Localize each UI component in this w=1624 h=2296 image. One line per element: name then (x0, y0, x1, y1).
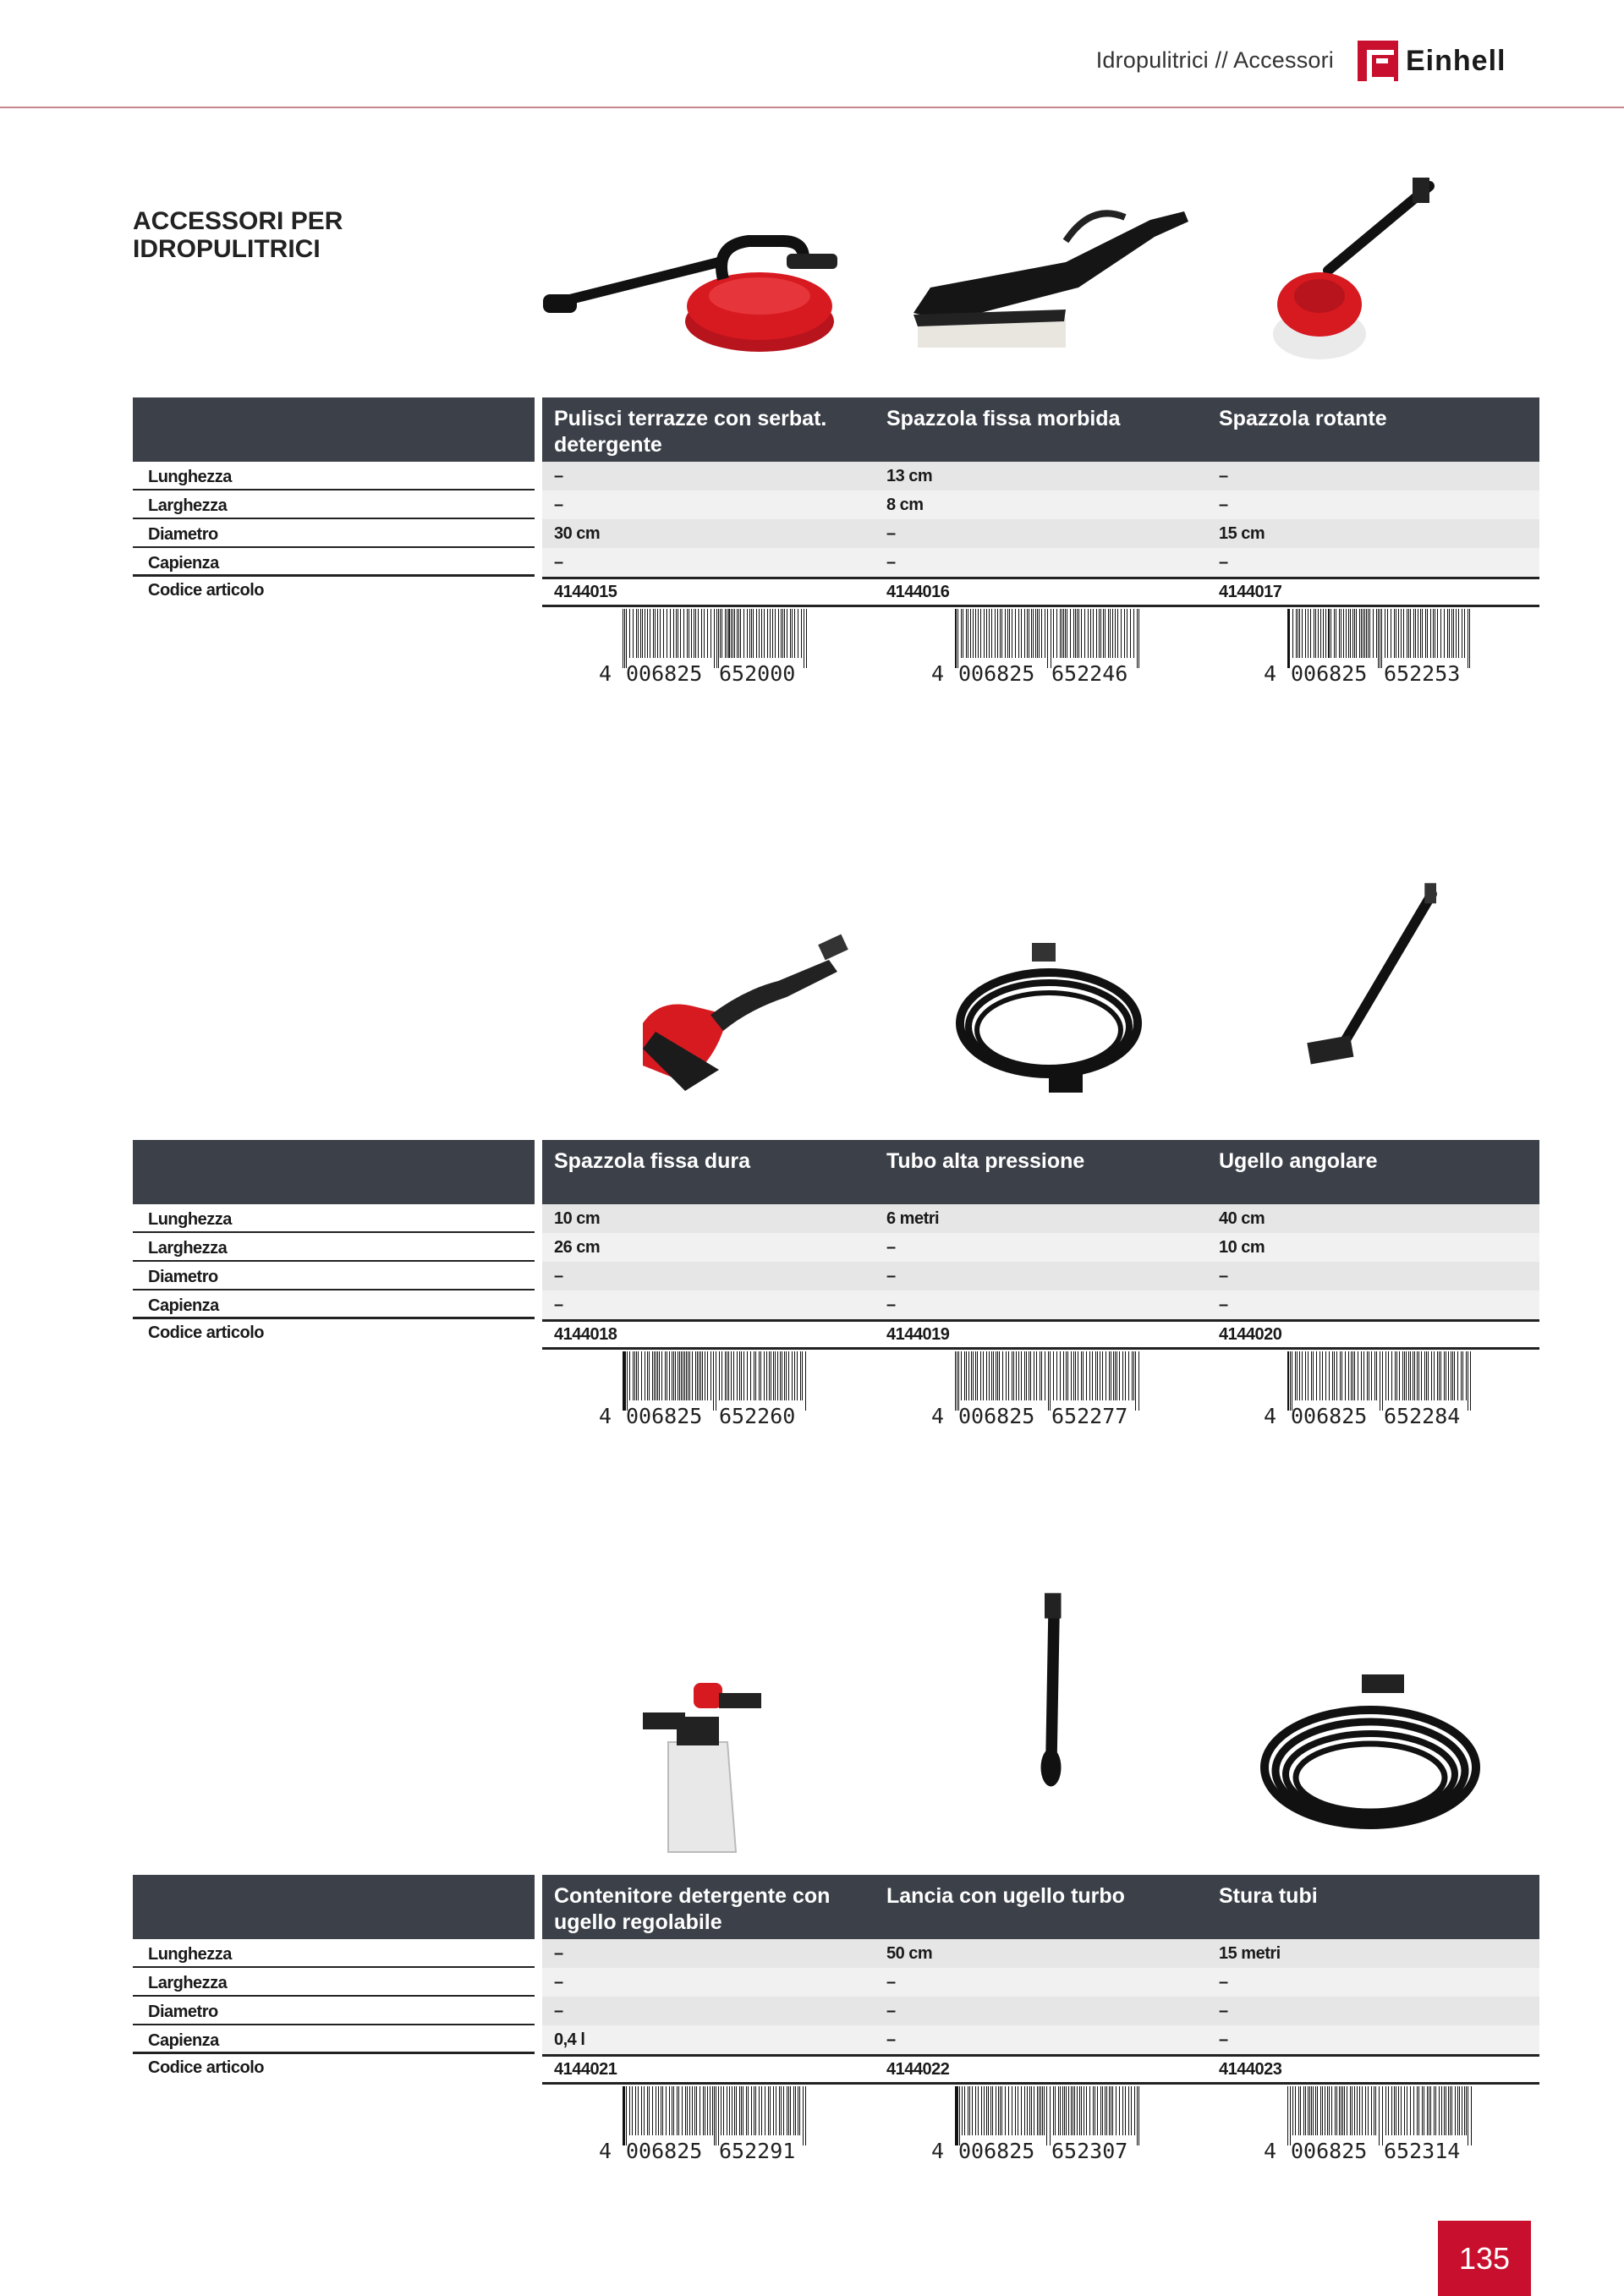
label-diametro: Diametro (133, 1262, 535, 1290)
value-larghezza: – (542, 1968, 875, 1997)
section-title: ACCESSORI PER IDROPULITRICI (133, 207, 343, 263)
product-column (875, 397, 1207, 607)
article-code: 4144020 (1207, 1319, 1539, 1350)
product-name: Tubo alta pressione (875, 1140, 1207, 1204)
ean-left: 006825 (626, 661, 703, 686)
value-lunghezza: 10 cm (542, 1204, 875, 1233)
label-larghezza: Larghezza (133, 1233, 535, 1262)
label-codice-articolo: Codice articolo (148, 1323, 264, 1342)
spec-row-labels (133, 1939, 535, 2083)
article-code: 4144019 (875, 1319, 1207, 1350)
page-number: 135 (1438, 2221, 1531, 2296)
value-lunghezza: 6 metri (875, 1204, 1207, 1233)
barcode (931, 1351, 1151, 1433)
label-larghezza: Larghezza (133, 1968, 535, 1997)
value-diametro: 30 cm (542, 519, 875, 548)
spec-table-corner (133, 1875, 535, 1939)
ean-prefix: 4 (599, 2139, 612, 2163)
spec-row-labels (133, 1204, 535, 1348)
einhell-logo-mark-icon (1358, 41, 1398, 81)
article-code: 4144018 (542, 1319, 875, 1350)
value-lunghezza: – (542, 462, 875, 490)
product-name: Spazzola fissa morbida (875, 397, 1207, 462)
product-column (1207, 1140, 1539, 1350)
ean-prefix: 4 (931, 661, 945, 686)
label-capienza: Capienza (133, 548, 535, 577)
barcode-bars-icon (623, 2086, 809, 2145)
page-header (0, 0, 1624, 108)
product-image-foam-bottle (609, 1658, 930, 1860)
label-codice-articolo: Codice articolo (148, 581, 264, 600)
ean-left: 006825 (958, 2139, 1035, 2163)
product-name: Contenitore detergente con ugello regolabile (542, 1875, 875, 1939)
value-capienza: – (875, 2025, 1207, 2054)
ean-left: 006825 (958, 661, 1035, 686)
product-column (542, 397, 875, 607)
value-capienza: – (1207, 2025, 1539, 2054)
product-column (875, 1140, 1207, 1350)
product-name: Spazzola rotante (1207, 397, 1539, 462)
spec-table-corner (133, 1140, 535, 1204)
spec-table-corner (133, 397, 535, 462)
hard-brush-icon (592, 922, 914, 1125)
barcode-bars-icon (955, 1351, 1141, 1411)
product-image-patio-cleaner (533, 169, 854, 372)
value-capienza: – (1207, 1290, 1539, 1319)
value-diametro: 15 cm (1207, 519, 1539, 548)
ean-right: 652000 (719, 661, 796, 686)
ean-left: 006825 (1291, 661, 1368, 686)
ean-prefix: 4 (1264, 661, 1277, 686)
ean-left: 006825 (626, 1404, 703, 1428)
product-image-pipe-cleaner (1235, 1658, 1556, 1860)
barcode (599, 2086, 819, 2167)
article-code: 4144022 (875, 2054, 1207, 2085)
value-diametro: – (875, 1997, 1207, 2025)
value-lunghezza: 13 cm (875, 462, 1207, 490)
rotating-brush-icon (1235, 161, 1556, 364)
product-image-soft-brush (897, 161, 1218, 364)
barcode (1264, 1351, 1484, 1433)
product-image-hose (897, 922, 1218, 1125)
barcode-bars-icon (623, 609, 809, 668)
ean-prefix: 4 (1264, 1404, 1277, 1428)
value-diametro: – (542, 1262, 875, 1290)
label-codice-articolo: Codice articolo (148, 2058, 264, 2077)
value-capienza: – (1207, 548, 1539, 577)
product-name: Stura tubi (1207, 1875, 1539, 1939)
spec-table-group-3 (133, 1875, 1533, 2079)
value-larghezza: – (1207, 1968, 1539, 1997)
barcode-bars-icon (623, 1351, 809, 1411)
product-name: Spazzola fissa dura (542, 1140, 875, 1204)
spec-table-group-1 (133, 397, 1533, 601)
product-image-turbo-lance (897, 1590, 1218, 1793)
value-diametro: – (875, 519, 1207, 548)
value-capienza: – (875, 1290, 1207, 1319)
value-larghezza: – (542, 490, 875, 519)
value-larghezza: 10 cm (1207, 1233, 1539, 1262)
article-code: 4144015 (542, 577, 875, 607)
value-lunghezza: – (1207, 462, 1539, 490)
ean-right: 652284 (1384, 1404, 1461, 1428)
ean-prefix: 4 (931, 1404, 945, 1428)
label-lunghezza: Lunghezza (133, 462, 535, 490)
label-diametro: Diametro (133, 1997, 535, 2025)
value-larghezza: 26 cm (542, 1233, 875, 1262)
turbo-lance-icon (897, 1590, 1218, 1793)
ean-left: 006825 (958, 1404, 1035, 1428)
product-column (1207, 397, 1539, 607)
value-capienza: 0,4 l (542, 2025, 875, 2054)
barcode-bars-icon (1287, 609, 1473, 668)
label-lunghezza: Lunghezza (133, 1939, 535, 1968)
product-column (542, 1875, 875, 2085)
value-diametro: – (542, 1997, 875, 2025)
product-image-hard-brush (592, 922, 914, 1125)
ean-prefix: 4 (1264, 2139, 1277, 2163)
value-larghezza: 8 cm (875, 490, 1207, 519)
spec-table-group-2 (133, 1140, 1533, 1344)
label-capienza: Capienza (133, 1290, 535, 1319)
label-capienza: Capienza (133, 2025, 535, 2054)
pipe-cleaner-hose-icon (1235, 1658, 1556, 1860)
spec-row-labels (133, 462, 535, 606)
value-lunghezza: 15 metri (1207, 1939, 1539, 1968)
product-column (542, 1140, 875, 1350)
ean-prefix: 4 (931, 2139, 945, 2163)
product-column (1207, 1875, 1539, 2085)
brand-name: Einhell (1406, 44, 1506, 77)
value-capienza: – (875, 548, 1207, 577)
header-divider (0, 107, 1624, 108)
value-diametro: – (875, 1262, 1207, 1290)
label-lunghezza: Lunghezza (133, 1204, 535, 1233)
article-code: 4144023 (1207, 2054, 1539, 2085)
barcode (931, 2086, 1151, 2167)
barcode (599, 1351, 819, 1433)
barcode-bars-icon (955, 609, 1141, 668)
product-image-angle-nozzle (1235, 879, 1556, 1082)
ean-prefix: 4 (599, 1404, 612, 1428)
product-image-rotating-brush (1235, 161, 1556, 364)
ean-left: 006825 (626, 2139, 703, 2163)
value-diametro: – (1207, 1262, 1539, 1290)
article-code: 4144021 (542, 2054, 875, 2085)
product-name: Pulisci terrazze con serbat. detergente (542, 397, 875, 462)
barcode-bars-icon (1287, 1351, 1473, 1411)
hose-icon (897, 922, 1218, 1125)
ean-right: 652246 (1051, 661, 1128, 686)
value-larghezza: – (875, 1968, 1207, 1997)
barcode-bars-icon (1287, 2086, 1473, 2145)
ean-right: 652307 (1051, 2139, 1128, 2163)
ean-right: 652277 (1051, 1404, 1128, 1428)
barcode (1264, 609, 1484, 690)
article-code: 4144017 (1207, 577, 1539, 607)
ean-right: 652291 (719, 2139, 796, 2163)
soft-brush-icon (897, 161, 1218, 364)
ean-right: 652260 (719, 1404, 796, 1428)
ean-prefix: 4 (599, 661, 612, 686)
product-column (875, 1875, 1207, 2085)
foam-bottle-icon (609, 1658, 930, 1860)
value-lunghezza: 40 cm (1207, 1204, 1539, 1233)
barcode (1264, 2086, 1484, 2167)
value-larghezza: – (1207, 490, 1539, 519)
ean-left: 006825 (1291, 2139, 1368, 2163)
label-larghezza: Larghezza (133, 490, 535, 519)
barcode (931, 609, 1151, 690)
value-larghezza: – (875, 1233, 1207, 1262)
patio-cleaner-icon (533, 169, 854, 372)
barcode (599, 609, 819, 690)
value-diametro: – (1207, 1997, 1539, 2025)
value-lunghezza: – (542, 1939, 875, 1968)
value-capienza: – (542, 1290, 875, 1319)
ean-right: 652314 (1384, 2139, 1461, 2163)
article-code: 4144016 (875, 577, 1207, 607)
value-capienza: – (542, 548, 875, 577)
breadcrumb: Idropulitrici // Accessori (1095, 47, 1334, 73)
product-name: Ugello angolare (1207, 1140, 1539, 1204)
barcode-bars-icon (955, 2086, 1141, 2145)
label-diametro: Diametro (133, 519, 535, 548)
product-name: Lancia con ugello turbo (875, 1875, 1207, 1939)
einhell-logo (1358, 41, 1506, 81)
value-lunghezza: 50 cm (875, 1939, 1207, 1968)
ean-right: 652253 (1384, 661, 1461, 686)
angle-nozzle-icon (1235, 879, 1556, 1082)
ean-left: 006825 (1291, 1404, 1368, 1428)
